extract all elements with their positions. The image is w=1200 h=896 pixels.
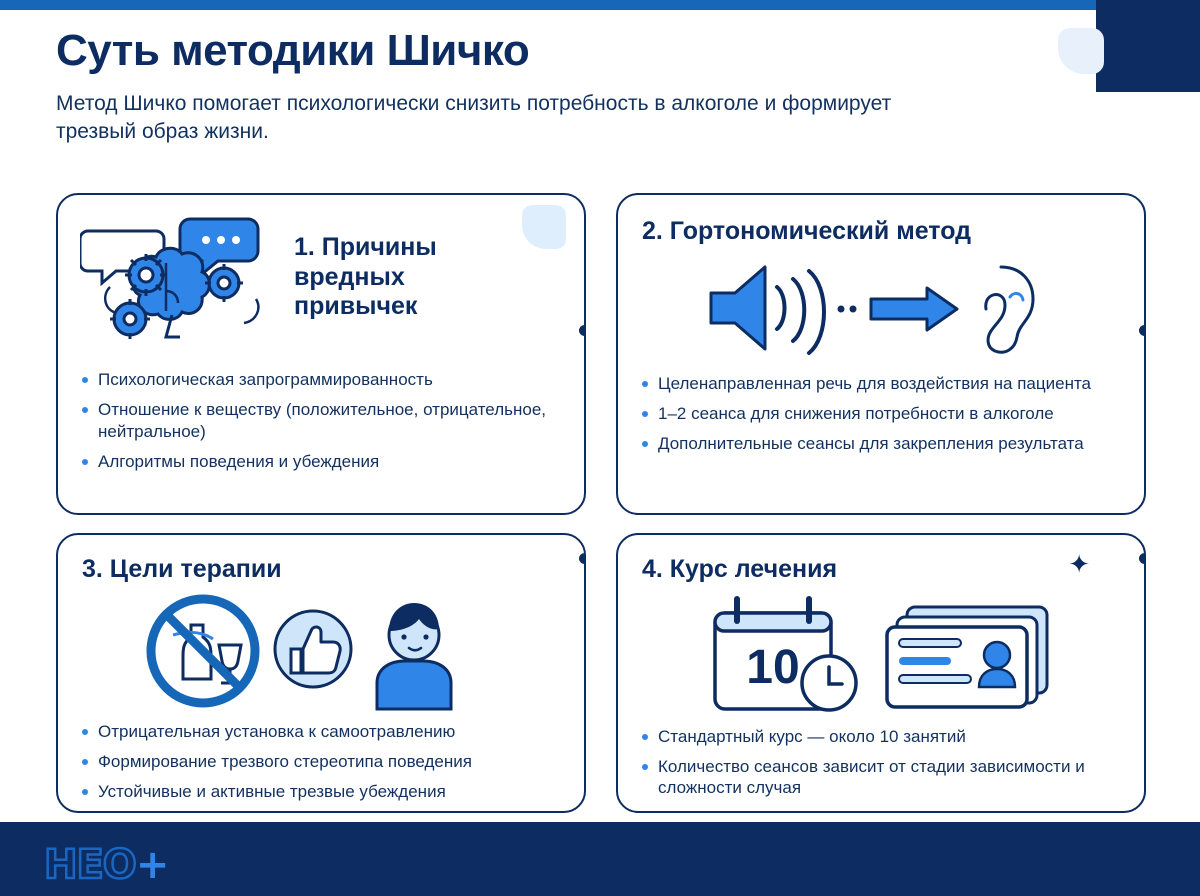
card-title: 3. Цели терапии — [82, 555, 282, 583]
logo-text: HEO — [44, 842, 136, 888]
brand-logo — [44, 842, 168, 888]
page-subtitle: Метод Шичко помогает психологически снизить потребность в алкоголе и формирует трезвый образ жизни. — [56, 92, 892, 144]
top-right-corner-block — [1096, 0, 1200, 92]
calendar-clock-cards-icon — [640, 591, 1122, 716]
card-therapy-goals — [56, 533, 586, 813]
list-item: Количество сеансов зависит от стадии зависимости и сложности случая — [640, 756, 1122, 799]
bullet-list — [640, 373, 1122, 455]
list-item: Устойчивые и активные трезвые убеждения — [80, 781, 562, 802]
list-item: Целенаправленная речь для воздействия на пациента — [640, 373, 1122, 394]
card-title: 4. Курс лечения — [642, 555, 838, 583]
list-item: 1–2 сеанса для снижения потребности в алкоголе — [640, 403, 1122, 424]
speaker-arrow-ear-icon — [640, 253, 1122, 363]
card-treatment-course — [616, 533, 1146, 813]
list-item: Формирование трезвого стереотипа поведения — [80, 751, 562, 772]
calendar-day-number: 10 — [746, 640, 800, 694]
footer-bar — [0, 822, 1200, 896]
page-title: Суть методики Шичко — [56, 26, 530, 75]
connector-dot — [579, 553, 586, 564]
top-accent-bar — [0, 0, 1096, 10]
card-gortonomic-method — [616, 193, 1146, 515]
decorative-blob — [522, 205, 566, 249]
connector-dot — [1139, 325, 1146, 336]
list-item: Отрицательная установка к самоотравлению — [80, 721, 562, 742]
no-alcohol-thumbs-up-person-icon — [80, 591, 562, 711]
sparkle-icon: ✦ — [1068, 549, 1090, 579]
list-item: Психологическая запрограммированность — [80, 369, 562, 390]
list-item: Алгоритмы поведения и убеждения — [80, 451, 562, 472]
list-item: Стандартный курс — около 10 занятий — [640, 726, 1122, 747]
card-title: 2. Гортономический метод — [642, 217, 972, 245]
header — [56, 26, 1056, 147]
bullet-list — [640, 726, 1122, 799]
connector-dot — [579, 325, 586, 336]
cards-grid — [56, 193, 1146, 813]
card-title: 1. Причины вредных привычек — [294, 233, 437, 320]
bullet-list — [80, 721, 562, 803]
logo-plus: + — [135, 842, 169, 888]
card-causes — [56, 193, 586, 515]
list-item: Отношение к веществу (положительное, отрицательное, нейтральное) — [80, 399, 562, 442]
connector-dot — [1139, 553, 1146, 564]
brain-gears-speech-bubbles-icon — [80, 213, 280, 363]
bullet-list — [80, 369, 562, 473]
list-item: Дополнительные сеансы для закрепления результата — [640, 433, 1122, 454]
